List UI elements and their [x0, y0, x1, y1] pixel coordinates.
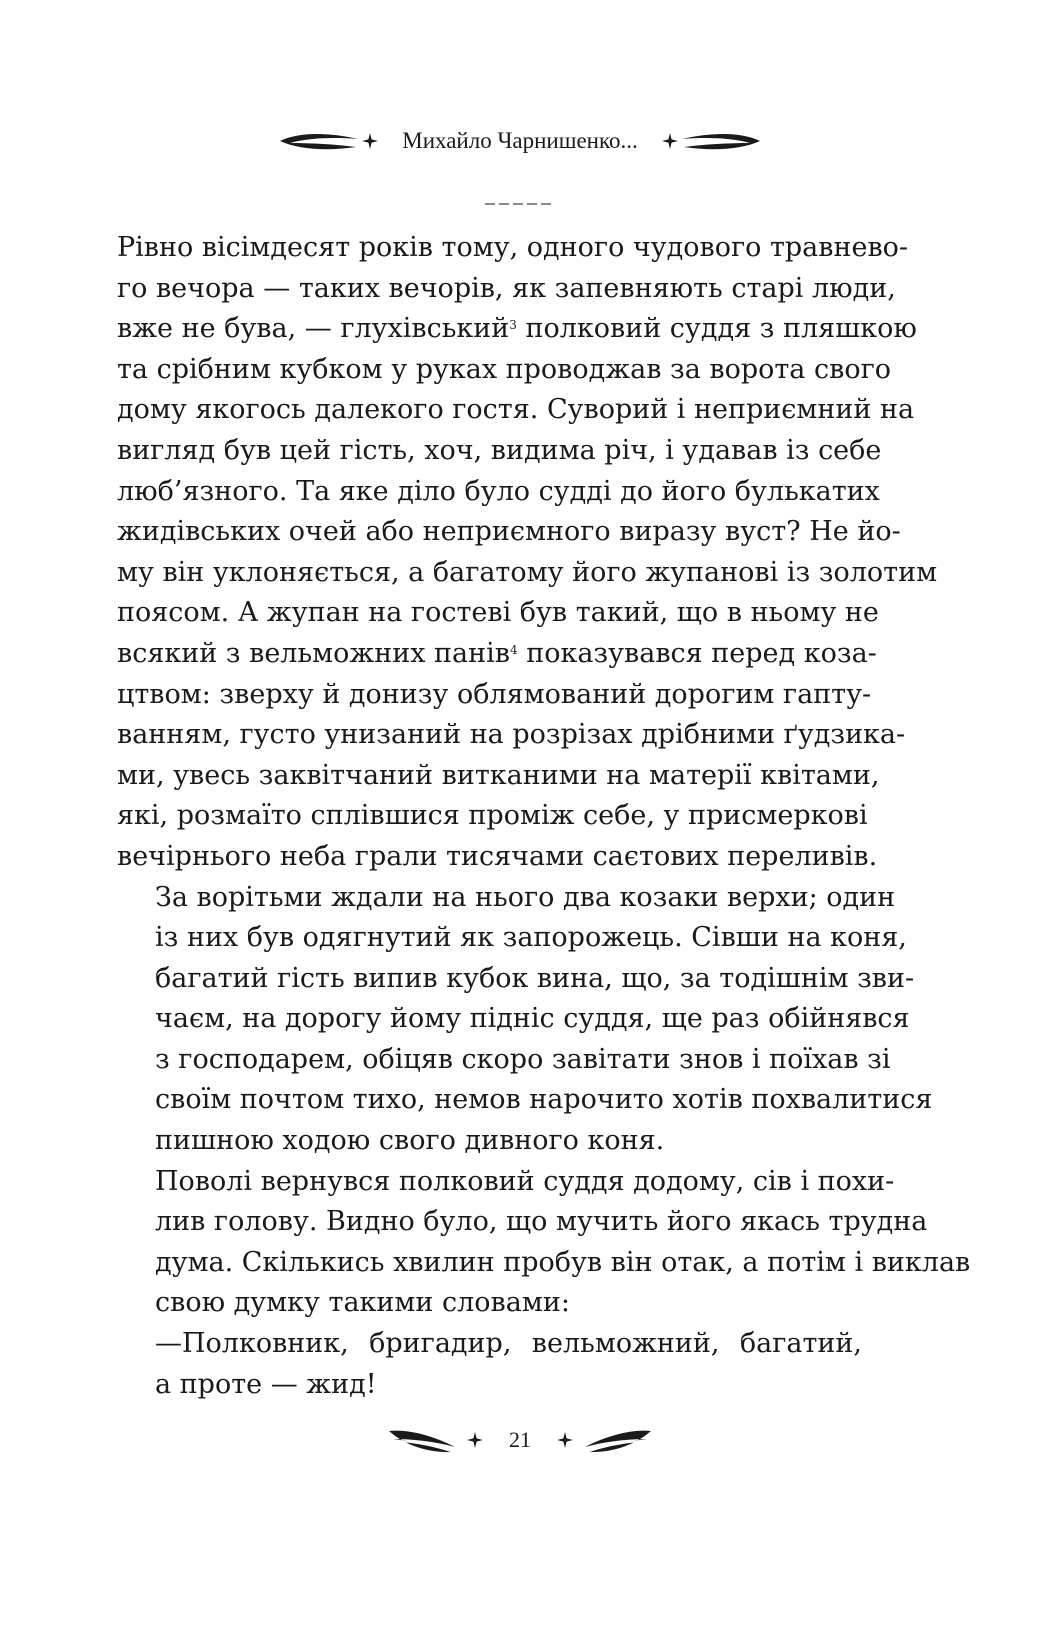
- text-line: з господарем, обіцяв скоро завітати знов і поїхав зі: [155, 1043, 891, 1075]
- page-number: 21: [509, 1427, 531, 1452]
- leaf-ornament-right-icon: [581, 1425, 653, 1455]
- text-line: своїм почтом тихо, немов нарочито хотів похвалитися: [155, 1084, 933, 1116]
- paragraph: [117, 228, 938, 878]
- text-line: вже не бува, — глухівський$^3$ полковий суддя з пляшкою: [117, 313, 917, 345]
- running-header: [0, 118, 1040, 164]
- text-line: му він уклоняється, а багатому його жупанові із золотим: [117, 556, 938, 588]
- leaf-ornament-left-icon: [278, 131, 360, 151]
- body-text: [117, 228, 971, 1405]
- text-line: жидівських очей або неприємного виразу вуст? Не йо-: [117, 516, 901, 548]
- leaf-ornament-left-icon: [387, 1425, 459, 1455]
- text-line: які, розмаїто сплівшися проміж себе, у присмеркові: [117, 800, 868, 832]
- text-line: люб’язного. Та яке діло було судді до його булькатих: [117, 475, 880, 507]
- text-line: вигляд був цей гість, хоч, видима річ, і удавав із себе: [117, 434, 882, 466]
- footnote-ref-3[interactable]: 3: [509, 318, 517, 333]
- text-line: цтвом: зверху й донизу облямований дорогим гапту-: [117, 678, 872, 710]
- text-line: із них був одягнутий як запорожець. Сівши на коня,: [155, 922, 907, 954]
- text-line: а проте — жид!: [155, 1368, 377, 1400]
- text-line: дума. Скількись хвилин пробув він отак, а потім і виклав: [155, 1246, 971, 1278]
- paragraph: [117, 1162, 971, 1324]
- footnote-ref-4[interactable]: 4: [509, 642, 518, 657]
- paragraph: [117, 878, 933, 1162]
- text-line: ми, увесь заквітчаний витканими на матерії квітами,: [117, 759, 880, 791]
- text-line: всякий з вельможних панів$^4$ показувався перед коза-: [117, 637, 877, 669]
- page-footer: [0, 1420, 1040, 1460]
- text-line: Рівно вісімдесят років тому, одного чудового травнево-: [117, 232, 909, 263]
- star-ornament-icon: [467, 1432, 483, 1448]
- text-line: пишною ходою свого дивного коня.: [155, 1125, 665, 1157]
- section-separator: _____: [485, 185, 555, 207]
- text-line: лив голову. Видно було, що мучить його якась трудна: [155, 1206, 928, 1238]
- text-line: свою думку такими словами:: [155, 1287, 570, 1319]
- leaf-ornament-right-icon: [680, 131, 762, 151]
- star-ornament-icon: [662, 133, 678, 149]
- text-line: Поволі вернувся полковий суддя додому, сів і похи-: [155, 1165, 895, 1197]
- text-line: чаєм, на дорогу йому підніс суддя, ще раз обійнявся: [155, 1003, 910, 1035]
- text-line: —Полковник, бригадир, вельможний, багатий,: [155, 1328, 862, 1360]
- text-line: вечірнього неба грали тисячами саєтових переливів.: [117, 840, 878, 872]
- running-header-title: Михайло Чарнишенко...: [402, 128, 638, 153]
- paragraph: [117, 1324, 862, 1405]
- star-ornament-icon: [557, 1432, 573, 1448]
- text-line: За ворітьми ждали на нього два козаки верхи; один: [155, 881, 896, 913]
- text-line: багатий гість випив кубок вина, що, за тодішнім зви-: [155, 962, 915, 994]
- text-line: та срібним кубком у руках проводжав за ворота свого: [117, 353, 891, 385]
- star-ornament-icon: [362, 133, 378, 149]
- text-line: поясом. А жупан на гостеві був такий, що в ньому не: [117, 597, 879, 629]
- text-line: ванням, густо унизаний на розрізах дрібними ґудзика-: [117, 719, 906, 751]
- text-line: го вечора — таких вечорів, як запевняють старі люди,: [117, 272, 896, 304]
- text-line: дому якогось далекого гостя. Суворий і неприємний на: [117, 394, 915, 426]
